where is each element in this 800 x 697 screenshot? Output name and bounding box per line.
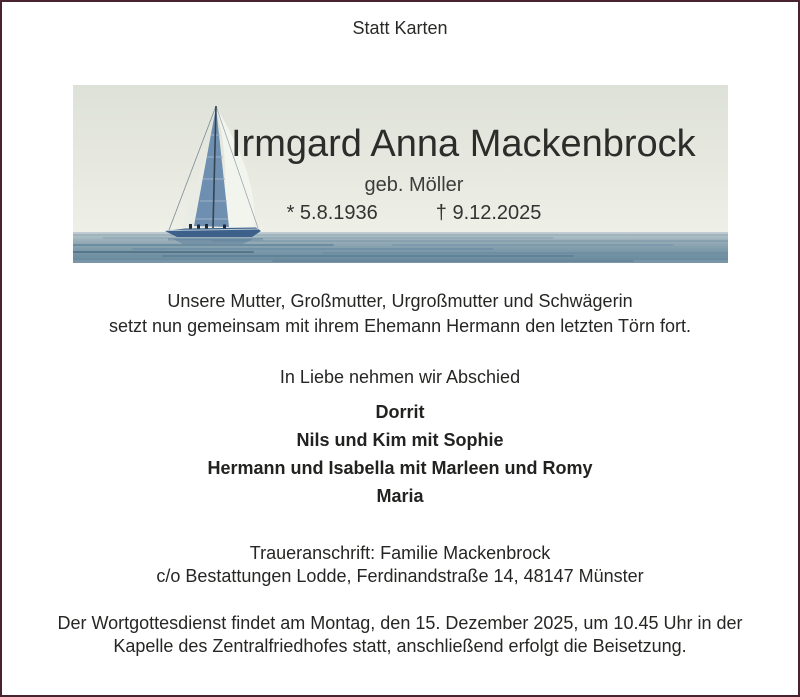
deceased-name: Irmgard Anna Mackenbrock [231, 123, 696, 165]
service-line-1: Der Wortgottesdienst findet am Montag, den 15. Dezember 2025, um 10.45 Uhr in der [57, 613, 743, 633]
mourners-list [2, 398, 798, 510]
service-line-2: Kapelle des Zentralfriedhofes statt, anschließend erfolgt die Beisetzung. [113, 636, 687, 656]
address-line-2: c/o Bestattungen Lodde, Ferdinandstraße 14, 48147 Münster [156, 566, 644, 586]
intro-paragraph [2, 289, 798, 339]
life-dates [114, 201, 714, 226]
condolence-address [2, 542, 798, 588]
birth-date: * 5.8.1936 [286, 202, 378, 224]
maiden-name: geb. Möller [364, 174, 464, 196]
mourner-name: Nils und Kim mit Sophie [296, 430, 504, 450]
death-date: † 9.12.2025 [435, 202, 542, 224]
photo-text-overlay [73, 85, 728, 263]
memorial-photo [73, 85, 728, 263]
intro-line-2: setzt nun gemeinsam mit ihrem Ehemann Hermann den letzten Törn fort. [109, 316, 691, 336]
intro-line-1: Unsere Mutter, Großmutter, Urgroßmutter und Schwägerin [167, 291, 633, 311]
service-info [2, 612, 798, 658]
mourner-name: Maria [376, 486, 424, 506]
address-line-1: Traueranschrift: Familie Mackenbrock [249, 543, 551, 563]
pre-title: Statt Karten [352, 18, 448, 38]
mourner-name: Hermann und Isabella mit Marleen und Romy [207, 458, 593, 478]
farewell-line: In Liebe nehmen wir Abschied [279, 367, 521, 387]
mourner-name: Dorrit [375, 402, 425, 422]
